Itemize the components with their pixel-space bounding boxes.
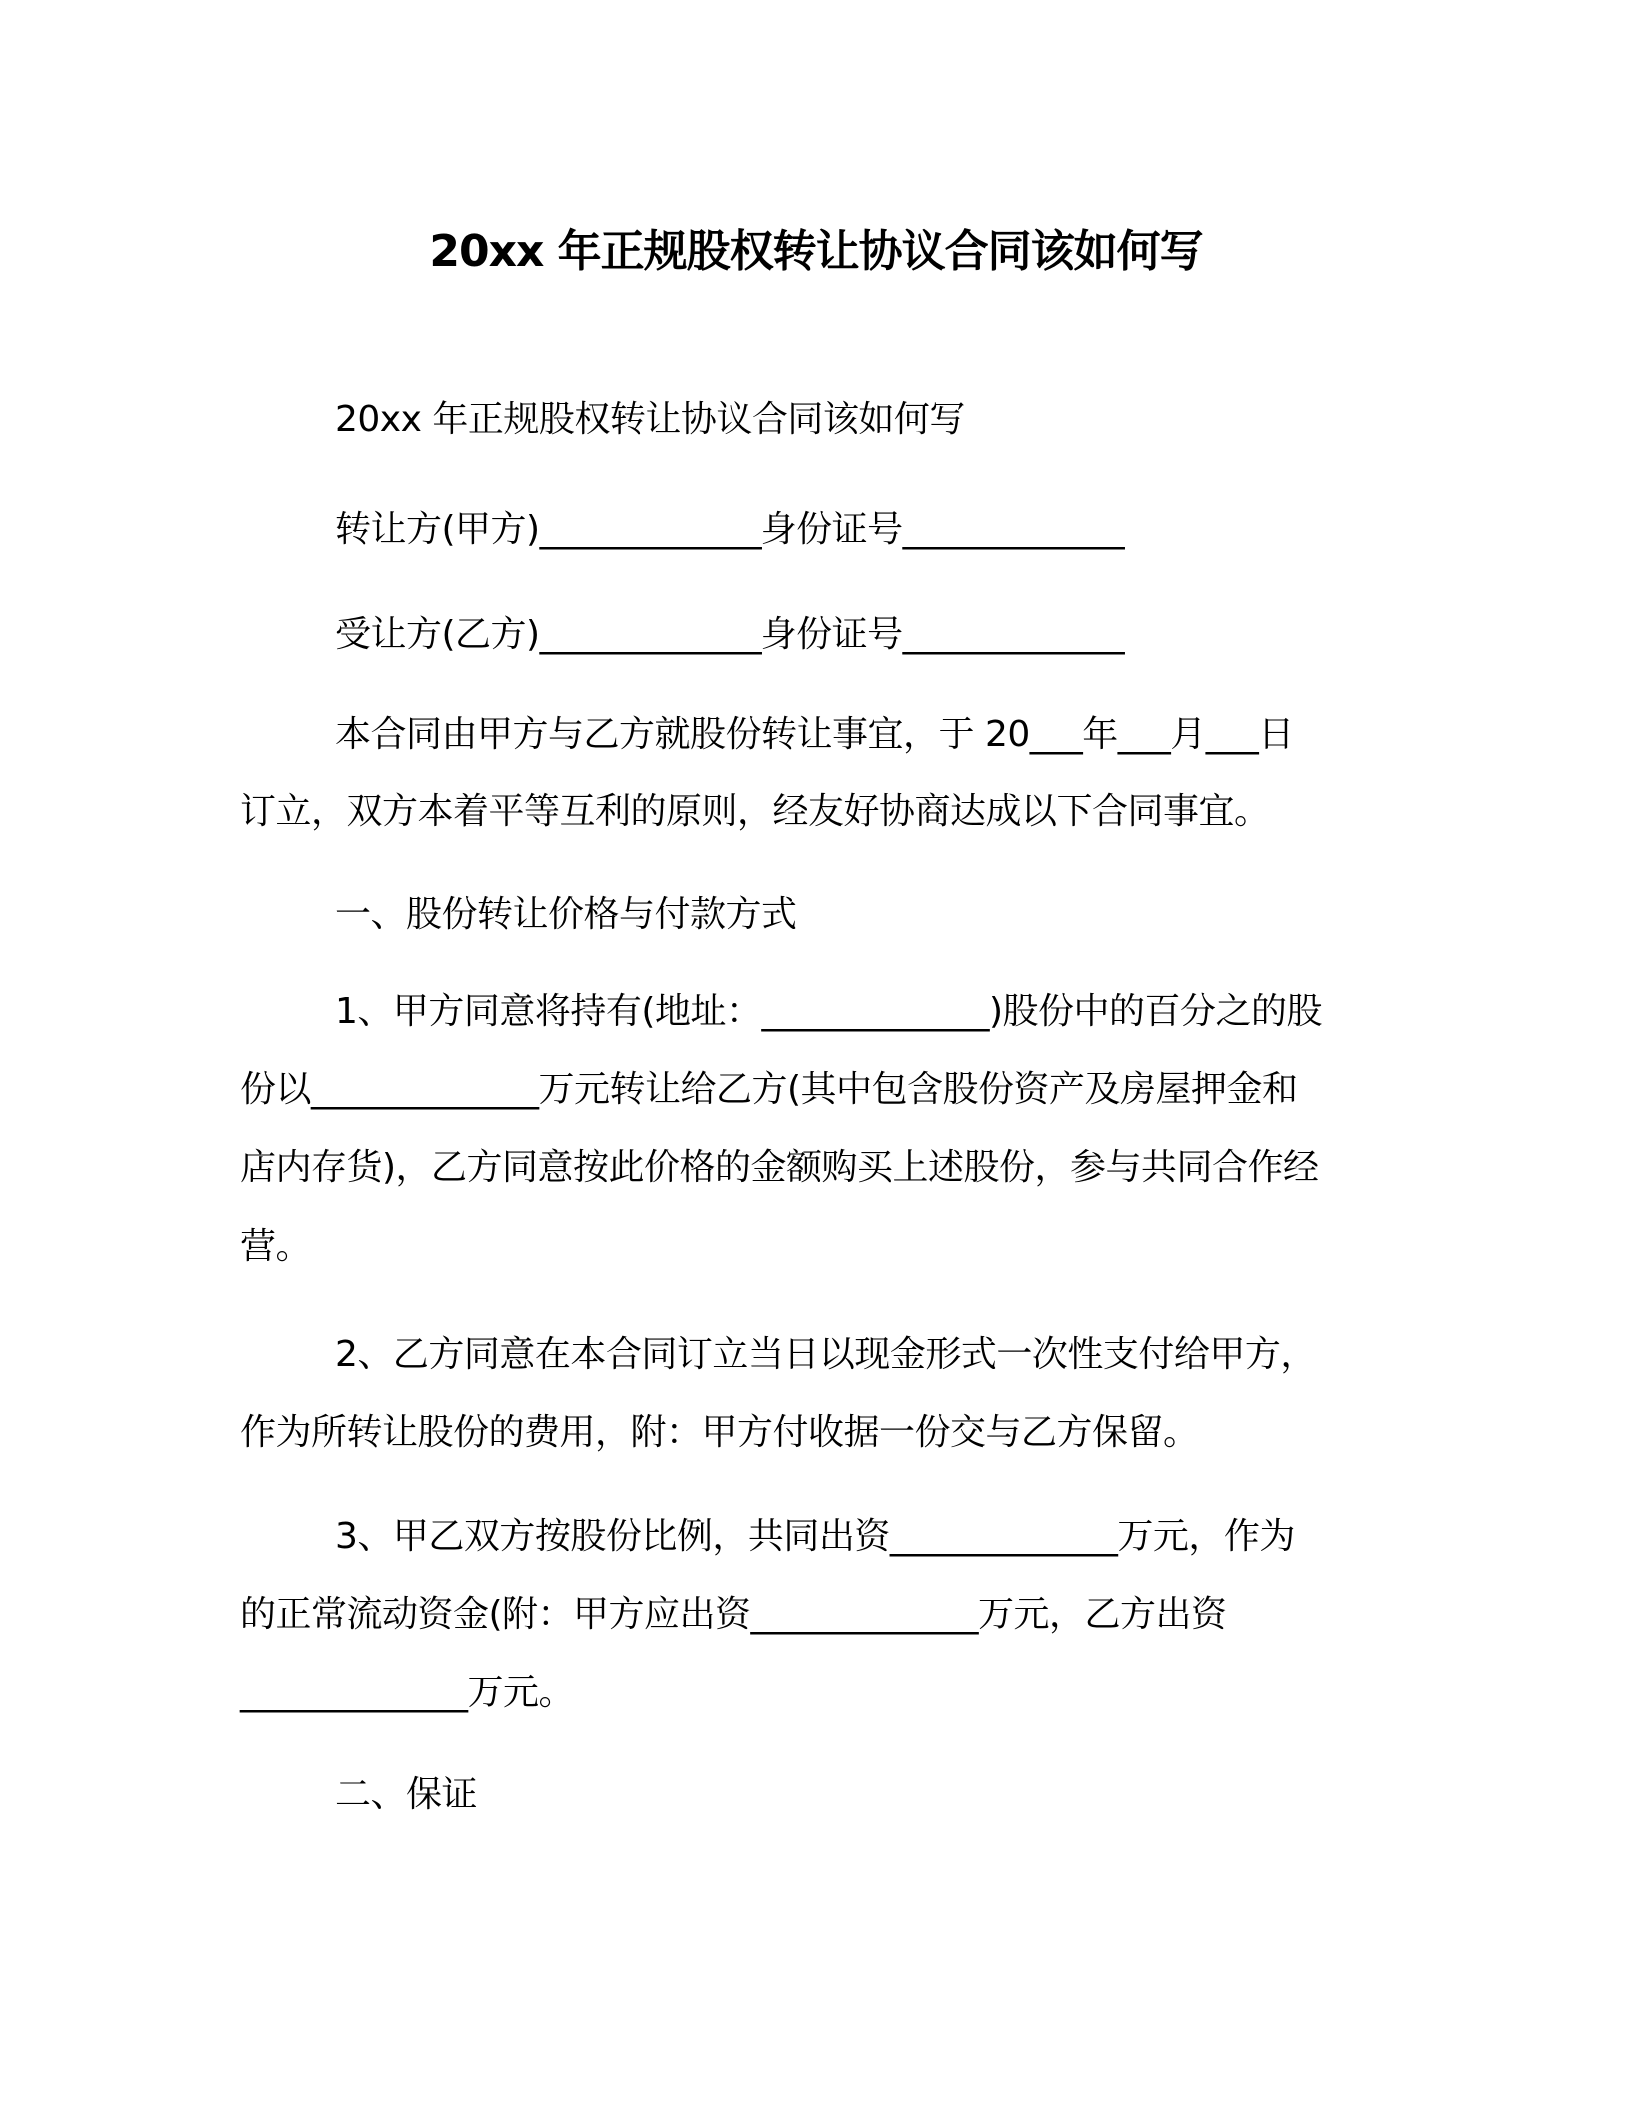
clause3-line-3: _____________万元。: [240, 1672, 575, 1713]
clause3-line-2: 的正常流动资金(附：甲方应出资_____________万元，乙方出资: [240, 1594, 1227, 1635]
transferor-line: [335, 505, 1475, 555]
document-subtitle: 20xx 年正规股权转让协议合同该如何写: [335, 399, 965, 440]
clause1-line-1: 1、甲方同意将持有(地址：_____________)股份中的百分之的股: [335, 991, 1322, 1032]
section2-heading: 二、保证: [335, 1774, 478, 1815]
transferor-label: 转让方(甲方): [335, 509, 540, 550]
transferor-name-blank[interactable]: _____________: [539, 509, 761, 550]
clause3-line-1: 3、甲乙双方按股份比例，共同出资_____________万元，作为: [335, 1516, 1295, 1557]
document-title: 20xx 年正规股权转让协议合同该如何写: [429, 226, 1203, 277]
transferor-id-label: 身份证号: [760, 509, 903, 550]
clause1-line-4: 营。: [240, 1226, 312, 1267]
clause2-line-2: 作为所转让股份的费用，附：甲方付收据一份交与乙方保留。: [240, 1412, 1199, 1453]
clause1-line-3: 店内存货)，乙方同意按此价格的金额购买上述股份，参与共同合作经: [240, 1147, 1319, 1188]
transferee-label: 受让方(乙方): [335, 614, 540, 655]
transferee-id-label: 身份证号: [760, 614, 903, 655]
intro-line-1: 本合同由甲方与乙方就股份转让事宜，于 20___年___月___日: [335, 714, 1294, 755]
section1-heading: 一、股份转让价格与付款方式: [335, 894, 797, 935]
clause1-line-2: 份以_____________万元转让给乙方(其中包含股份资产及房屋押金和: [240, 1069, 1298, 1110]
transferee-line: [335, 610, 1475, 660]
transferor-id-blank[interactable]: _____________: [902, 509, 1124, 550]
clause2-line-1: 2、乙方同意在本合同订立当日以现金形式一次性支付给甲方，: [335, 1334, 1316, 1375]
transferee-id-blank[interactable]: _____________: [902, 614, 1124, 655]
intro-line-2: 订立，双方本着平等互利的原则，经友好协商达成以下合同事宜。: [240, 791, 1270, 832]
transferee-name-blank[interactable]: _____________: [539, 614, 761, 655]
